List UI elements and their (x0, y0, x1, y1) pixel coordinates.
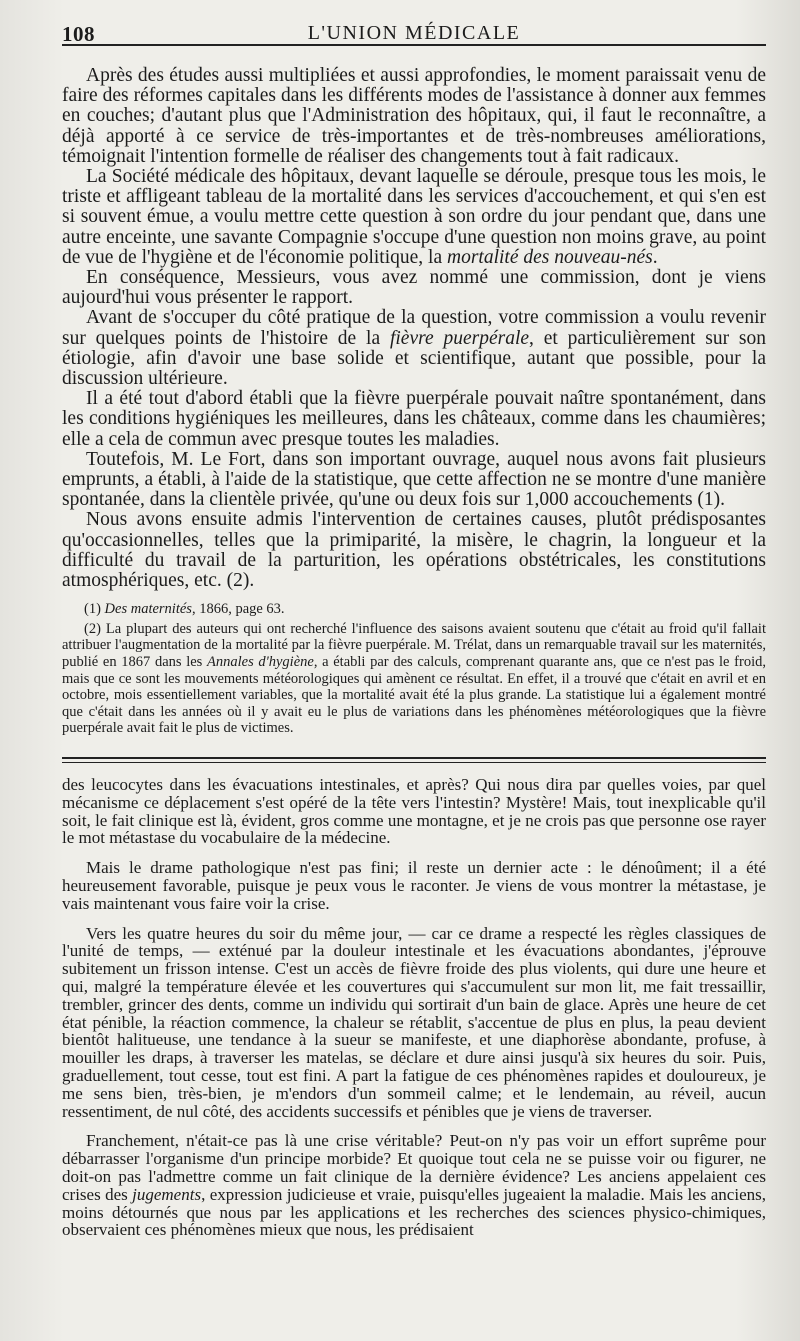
text-run: , a établi par des calculs, comprenant quarante ans, que ce n'est pas le froid, mais que ce sont les mouvements météorologiques qui amènent ce résultat. En effet, il a trouvé que c'était en avril et en octobre, mois essentiellement variables, que la mortalité avait été la plus grande. La statistique lui a également montré que c'était dans les années où il y avait eu le plus de variations dans les phénomènes météorologiques que la fièvre puerpérale avait fait le plus de victimes. (62, 654, 766, 737)
italic-run: jugements (132, 1184, 202, 1204)
paragraph (62, 268, 766, 308)
paragraph (62, 859, 766, 912)
paragraph (62, 1132, 766, 1239)
journal-title: L'UNION MÉDICALE (307, 22, 521, 44)
italic-run: fièvre puerpérale (389, 327, 530, 349)
text-run: Nous avons ensuite admis l'intervention de certaines causes, plutôt prédisposantes qu'occasionnelles, telles que la primiparité, la misère, le chagrin, la longueur et la difficulté du travail de la parturition, les opérations obstétricales, les constitutions atmosphériques, etc. (2). (62, 509, 766, 592)
italic-run: Annales d'hygiène (207, 654, 314, 671)
paragraph (62, 308, 766, 389)
text-run: Toutefois, M. Le Fort, dans son important ouvrage, auquel nous avons fait plusieurs emprunts, a établi, à l'aide de la statistique, que cette affection ne se montre d'une manière spontanée, dans la clientèle privée, qu'une ou deux fois sur 1,000 accouchements (1). (62, 448, 766, 511)
footnote (62, 601, 766, 618)
page-number: 108 (62, 22, 95, 46)
text-run: Mais le drame pathologique n'est pas fini; il reste un dernier acte : le dénoûment; il a été heureusement favorable, puisque je peux vous le raconter. Je viens de vous montrer la métastase, je vais maintenant vous faire voir la crise. (62, 858, 766, 913)
text-run: Il a été tout d'abord établi que la fièvre puerpérale pouvait naître spontanément, dans les conditions hygiéniques les meilleures, dans les châteaux, comme dans les chaumières; elle a cela de commun avec presque toutes les maladies. (62, 388, 766, 450)
text-run: Avant de s'occuper du côté pratique de la question, votre commission a voulu revenir sur quelques points de l'histoire de la (62, 307, 766, 349)
paragraph (62, 450, 766, 511)
text-run: des leucocytes dans les évacuations intestinales, et après? Qui nous dira par quelles voies, par quel mécanisme ce déplacement s'est opéré de la tête vers l'intestin? Mystère! Mais, tout inexplicable qu'il soit, le fait clinique est là, évident, gros comme une montagne, et je ne crois pas que personne ose rayer le mot métastase du vocabulaire de la médecine. (62, 775, 766, 848)
text-run: Après des études aussi multipliées et aussi approfondies, le moment paraissait venu de faire des réformes capitales dans les différents modes de l'assistance à donner aux femmes en couches; d'autant plus que l'Administration des hôpitaux, qui, il faut le reconnaître, a déjà apporté à ce service de très-importantes et de très-nombreuses améliorations, témoignait l'intention formelle de réaliser des changements tout à fait radicaux. (62, 65, 766, 167)
italic-run: mortalité des nouveau-nés (446, 246, 653, 268)
text-run: (1) (84, 601, 105, 618)
text-run: Franchement, n'était-ce pas là une crise véritable? Peut-on n'y pas voir un effort suprême pour débarrasser l'organisme d'un principe morbide? Et quoique tout cela ne se puisse voir ou figurer, ne doit-on pas l'admettre comme un fait clinique de la dernière évidence? Les anciens appelaient ces crises des (62, 1131, 766, 1204)
paragraph (62, 66, 766, 167)
text-run: , expression judicieuse et vraie, puisqu'elles jugeaient la maladie. Mais les anciens, moins détournés que nous par les applications et les recherches des sciences physico-chimiques, observaient ces phénomènes mieux que nous, les prédisaient (62, 1184, 766, 1240)
paragraph (62, 167, 766, 268)
text-run: La Société médicale des hôpitaux, devant laquelle se déroule, presque tous les mois, le triste et affligeant tableau de la mortalité dans les services d'accouchement, et qui s'en est si souvent émue, a voulu mettre cette question à son ordre du jour pendant que, dans une autre enceinte, une savante Compagnie s'occupe d'une question non moins grave, au point de vue de l'hygiène et de l'économie politique, la (62, 166, 766, 268)
lower-article (62, 763, 766, 1239)
italic-run: Des maternités (104, 601, 192, 618)
footnotes (62, 601, 766, 737)
upper-article (62, 46, 766, 737)
footnote (62, 621, 766, 737)
text-run: En conséquence, Messieurs, vous avez nommé une commission, dont je viens aujourd'hui vous présenter le rapport. (62, 267, 766, 309)
text-run: Vers les quatre heures du soir du même jour, — car ce drame a respecté les règles classiques de l'unité de temps, — exténué par la douleur intestinale et les évacuations abondantes, j'éprouve subitement un frisson intense. C'est un accès de fièvre froide des plus violents, qui dure une heure et qui, malgré la température élevée et les couvertures qui s'accumulent sur mon lit, me fait tressaillir, trembler, grincer des dents, comme un individu qui sortirait d'un bain de glace. Après une heure de cet état pénible, la réaction commence, la chaleur se rétablit, s'accentue de plus en plus, la peau devient bientôt halitueuse, une tendance à la sueur se manifeste, et une diaphorèse abondante, profuse, à mouiller les draps, à traverser les matelas, se déclare et dure ainsi jusqu'à six heures du soir. Puis, graduellement, tout cesse, tout est fini. A part la fatigue de ces phénomènes rapides et douloureux, je me sens bien, très-bien, je m'endors d'un sommeil calme; et le lendemain, au réveil, aucun ressentiment, de nul côté, des accidents successifs et pénibles que je viens de traverser. (62, 923, 766, 1121)
paragraph (62, 776, 766, 847)
text-run: , 1866, page 63. (191, 601, 285, 618)
paragraph (62, 510, 766, 591)
text-run: (2) La plupart des auteurs qui ont recherché l'influence des saisons avaient soutenu que c'était au froid qu'il fallait attribuer l'augmentation de la mortalité par la fièvre puerpérale. M. Trélat, dans un remarquable travail sur les maternités, publié en 1867 dans les (62, 620, 766, 671)
text-run: . (652, 246, 658, 268)
paragraph (62, 389, 766, 450)
paragraph (62, 925, 766, 1121)
text-run: , et particulièrement sur son étiologie, afin d'avoir une base solide et scientifique, autant que possible, pour la discussion ultérieure. (62, 327, 766, 390)
running-head (62, 14, 766, 46)
